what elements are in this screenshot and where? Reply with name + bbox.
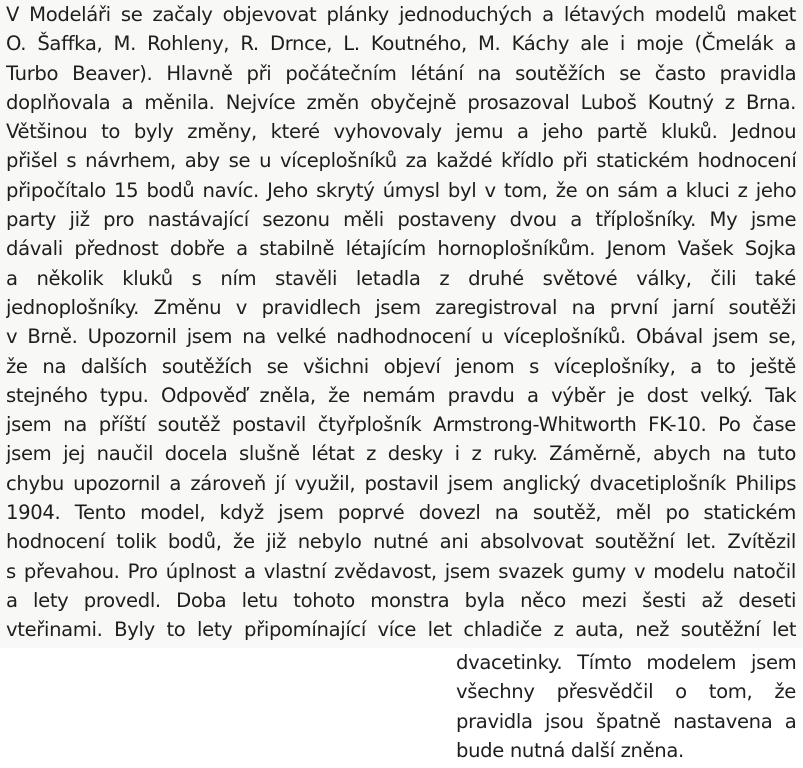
text-line: hodnocení tolik bodů, že již nebylo nutné ani absolvovat soutěžní let. Zvítězil [6, 530, 796, 554]
text-line: a několik kluků s ním stavěli letadla z druhé světové války, čili také [6, 266, 796, 290]
text-line: jsem jej naučil docela slušně létat z desky i z ruky. Záměrně, abych na tuto [6, 442, 796, 466]
text-line: jsem na příští soutěž postavil čtyřplošník Armstrong-Whitworth FK-10. Po čase [6, 413, 796, 437]
text-line: dávali přednost dobře a stabilně létajícím hornoplošníkům. Jenom Vašek Sojka [6, 237, 796, 261]
text-line: vteřinami. Byly to lety připomínající více let chladiče z auta, než soutěžní let [6, 618, 796, 642]
text-line: s převahou. Pro úplnost a vlastní zvědavost, jsem svazek gumy v modelu natočil [6, 559, 796, 583]
paragraph-body [6, 0, 796, 645]
text-line: připočítalo 15 bodů navíc. Jeho skrytý úmysl byl v tom, že on sám a kluci z jeho [6, 178, 796, 202]
text-line: doplňovala a měnila. Nejvíce změn obyčejně prosazoval Luboš Koutný z Brna. [6, 90, 796, 114]
text-line: bude nutná další zněna. [456, 738, 684, 762]
text-line: Většinou to byly změny, které vyhovovaly jemu a jeho partě kluků. Jednou [6, 120, 796, 144]
text-line: v Brně. Upozornil jsem na velké nadhodnocení u víceplošníků. Obával jsem se, [6, 325, 796, 349]
text-line: všechny přesvědčil o tom, že [456, 680, 796, 704]
text-line: a lety provedl. Doba letu tohoto monstra byla něco mezi šesti až deseti [6, 588, 796, 612]
text-line: přišel s návrhem, aby se u víceplošníků za každé křídlo při statickém hodnocení [6, 149, 796, 173]
paragraph-tail [456, 648, 796, 765]
text-line: pravidla jsou špatně nastavena a [456, 709, 796, 733]
text-line: 1904. Tento model, když jsem poprvé dovezl na soutěž, měl po statickém [6, 501, 796, 525]
text-line: že na dalších soutěžích se všichni objeví jenom s víceplošníky, a to ještě [6, 354, 796, 378]
text-line: jednoplošníky. Změnu v pravidlech jsem zaregistroval na první jarní soutěži [6, 295, 796, 319]
text-line: stejného typu. Odpověď zněla, že nemám pravdu a výběr je dost velký. Tak [6, 383, 796, 407]
text-line: O. Šaffka, M. Rohleny, R. Drnce, L. Koutného, M. Káchy ale i moje (Čmelák a [6, 32, 796, 56]
text-line: V Modeláři se začaly objevovat plánky jednoduchých a létavých modelů maket [6, 3, 796, 26]
text-line: Turbo Beaver). Hlavně při počátečním létání na soutěžích se často pravidla [6, 61, 796, 85]
text-line: dvacetinky. Tímto modelem jsem [456, 651, 796, 674]
text-line: party již pro nastávající sezonu měli postaveny dvou a tříplošníky. My jsme [6, 208, 796, 232]
text-line: chybu upozornil a zároveň jí využil, postavil jsem anglický dvacetiplošník Philips [6, 471, 796, 495]
